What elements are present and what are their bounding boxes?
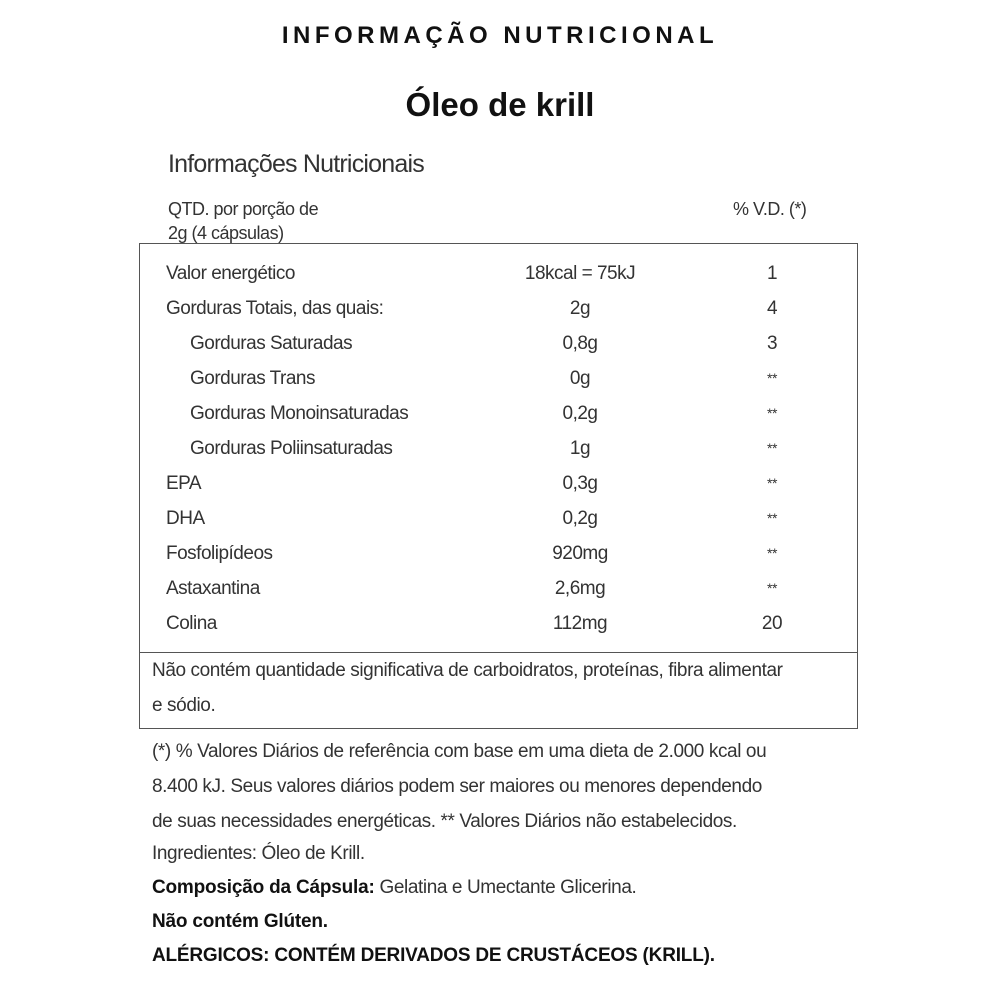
- nutrient-daily-value: 1: [766, 263, 778, 284]
- nutrient-amount: 2,6mg: [554, 578, 606, 599]
- table-row: [0, 578, 1000, 613]
- nutrient-daily-value: **: [767, 440, 777, 456]
- nutrient-label: Gorduras Poliinsaturadas: [190, 438, 393, 459]
- nutrient-daily-value: **: [767, 405, 777, 421]
- product-name: Óleo de krill: [405, 86, 595, 123]
- table-row: [0, 473, 1000, 508]
- serving-size-line-2: 2g (4 cápsulas): [168, 223, 284, 243]
- nutrient-label: Valor energético: [166, 263, 295, 284]
- ingredients-line: Ingredientes: Óleo de Krill.: [152, 843, 365, 864]
- reference-note-line-3: de suas necessidades energéticas. ** Valores Diários não estabelecidos.: [152, 811, 737, 832]
- table-row: [0, 508, 1000, 543]
- gluten-statement: Não contém Glúten.: [152, 911, 328, 932]
- nutrient-daily-value: **: [767, 510, 777, 526]
- allergen-statement: ALÉRGICOS: CONTÉM DERIVADOS DE CRUSTÁCEOS (KRILL).: [152, 945, 715, 966]
- nutrition-table-title: Informações Nutricionais: [168, 150, 424, 178]
- serving-size-line-1: QTD. por porção de: [168, 199, 319, 219]
- reference-note-line-2: 8.400 kJ. Seus valores diários podem ser maiores ou menores dependendo: [152, 776, 762, 797]
- nutrition-table-divider: [139, 652, 858, 653]
- nutrient-label: Gorduras Monoinsaturadas: [190, 403, 409, 424]
- page-heading: INFORMAÇÃO NUTRICIONAL: [281, 22, 719, 49]
- capsule-composition-label: Composição da Cápsula:: [152, 877, 375, 898]
- table-row: [0, 298, 1000, 333]
- table-row: [0, 403, 1000, 438]
- nutrient-amount: 1g: [569, 438, 591, 459]
- nutrient-amount: 0,8g: [562, 333, 598, 354]
- nutrient-label: Gorduras Saturadas: [190, 333, 353, 354]
- nutrient-label: Colina: [166, 613, 217, 634]
- nutrient-amount: 18kcal = 75kJ: [524, 263, 636, 284]
- table-row: [0, 368, 1000, 403]
- table-row: [0, 543, 1000, 578]
- table-row: [0, 613, 1000, 648]
- nutrient-amount: 2g: [569, 298, 591, 319]
- nutrient-daily-value: 20: [761, 613, 783, 634]
- nutrient-amount: 0,2g: [562, 403, 598, 424]
- nutrient-daily-value: **: [767, 545, 777, 561]
- nutrient-daily-value: 4: [766, 298, 778, 319]
- table-note-line-1: Não contém quantidade significativa de carboidratos, proteínas, fibra alimentar: [152, 660, 783, 681]
- table-row: [0, 333, 1000, 368]
- nutrient-amount: 0,3g: [562, 473, 598, 494]
- nutrient-daily-value: **: [767, 475, 777, 491]
- nutrient-label: Astaxantina: [166, 578, 260, 599]
- table-row: [0, 263, 1000, 298]
- nutrient-daily-value: **: [767, 370, 777, 386]
- nutrient-label: DHA: [166, 508, 205, 529]
- nutrient-label: Gorduras Trans: [190, 368, 315, 389]
- table-note-line-2: e sódio.: [152, 695, 216, 716]
- daily-value-header: % V.D. (*): [733, 199, 807, 219]
- nutrient-label: EPA: [166, 473, 202, 494]
- nutrient-label: Fosfolipídeos: [166, 543, 273, 564]
- nutrient-amount: 0g: [569, 368, 591, 389]
- nutrient-daily-value: 3: [766, 333, 778, 354]
- table-row: [0, 438, 1000, 473]
- nutrient-daily-value: **: [767, 580, 777, 596]
- nutrient-amount: 0,2g: [562, 508, 598, 529]
- nutrient-label: Gorduras Totais, das quais:: [166, 298, 384, 319]
- nutrient-amount: 920mg: [552, 543, 608, 564]
- capsule-composition-line: [152, 877, 636, 899]
- nutrient-amount: 112mg: [552, 613, 608, 634]
- capsule-composition-value: Gelatina e Umectante Glicerina.: [374, 877, 637, 898]
- reference-note-line-1: (*) % Valores Diários de referência com base em uma dieta de 2.000 kcal ou: [152, 741, 767, 762]
